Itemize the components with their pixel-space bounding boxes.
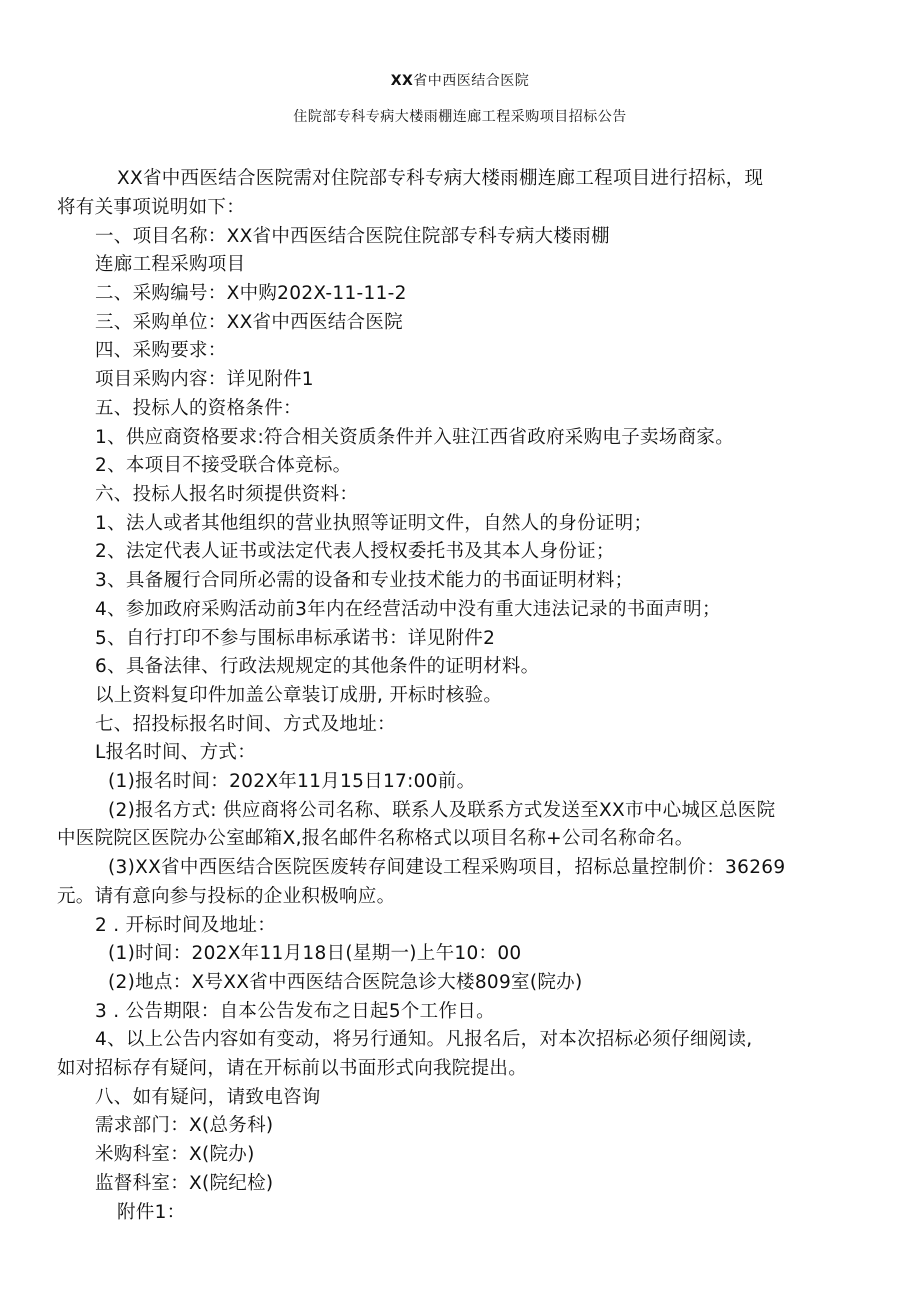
section-7-item-3-line-1: (3)XX省中西医结合医院医废转存间建设工程采购项目，招标总量控制价：36269	[108, 857, 786, 878]
section-5-item-1: 1、供应商资格要求:符合相关资质条件并入驻江西省政府采购电子卖场商家。	[95, 427, 735, 448]
section-7-sub-2: 2 . 开标时间及地址：	[95, 915, 277, 936]
section-5-item-2: 2、本项目不接受联合体竞标。	[95, 455, 352, 476]
section-7-sub-2-item-1: (1)时间：202X年11月18日(星期一)上午10：00	[108, 943, 522, 964]
section-6-item-6: 6、具备法律、行政法规规定的其他条件的证明材料。	[95, 656, 540, 677]
section-2: 二、采购编号：X中购202X-11-11-2	[95, 283, 407, 304]
section-6: 六、投标人报名时须提供资料：	[95, 484, 359, 505]
section-4: 四、采购要求：	[95, 340, 227, 361]
section-7-sub-3: 3 . 公告期限：自本公告发布之日起5个工作日。	[95, 1001, 495, 1022]
title-line-2: 住院部专科专病大楼雨棚连廊工程采购项目招标公告	[293, 109, 627, 125]
title-hospital: 省中西医结合医院	[413, 73, 530, 89]
section-5: 五、投标人的资格条件：	[95, 398, 302, 419]
section-6-item-1: 1、法人或者其他组织的营业执照等证明文件，自然人的身份证明；	[95, 513, 653, 534]
section-7-sub-4-line-2: 如对招标存有疑问，请在开标前以书面形式向我院提出。	[57, 1058, 528, 1079]
section-3: 三、采购单位：XX省中西医结合医院	[95, 312, 403, 333]
section-7-item-1: (1)报名时间：202X年11月15日17:00前。	[108, 771, 476, 792]
section-6-item-2: 2、法定代表人证书或法定代表人授权委托书及其本人身份证；	[95, 541, 615, 562]
section-4-content: 项目采购内容：详见附件1	[95, 369, 314, 390]
section-7-sub-1: L报名时间、方式：	[95, 742, 257, 763]
section-7-item-2-line-1: (2)报名方式: 供应商将公司名称、联系人及联系方式发送至XX市中心城区总医院	[108, 800, 776, 821]
intro-line-2: 将有关事项说明如下：	[57, 197, 246, 218]
section-1-line-2: 连廊工程采购项目	[95, 254, 246, 275]
attachment-label: 附件1：	[117, 1202, 186, 1223]
contact-procurement: 米购科室：X(院办)	[95, 1144, 255, 1165]
section-6-note: 以上资料复印件加盖公章装订成册, 开标时核验。	[95, 685, 503, 706]
section-7-sub-4-line-1: 4、以上公告内容如有变动，将另行通知。凡报名后，对本次招标必须仔细阅读,	[95, 1029, 753, 1050]
section-6-item-3: 3、具备履行合同所必需的设备和专业技术能力的书面证明材料；	[95, 570, 634, 591]
contact-demand-dept: 需求部门：X(总务科)	[95, 1115, 274, 1136]
section-8: 八、如有疑问，请致电咨询	[95, 1087, 321, 1108]
contact-supervision: 监督科室：X(院纪检)	[95, 1173, 274, 1194]
section-1-line-1: 一、项目名称：XX省中西医结合医院住院部专科专病大楼雨棚	[95, 226, 610, 247]
title-xx: XX	[390, 73, 414, 89]
intro-line-1: XX省中西医结合医院需对住院部专科专病大楼雨棚连廊工程项目进行招标，现	[117, 168, 764, 189]
title-line-1	[0, 70, 920, 90]
section-6-item-4: 4、参加政府采购活动前3年内在经营活动中没有重大违法记录的书面声明；	[95, 599, 721, 620]
section-7-sub-2-item-2: (2)地点：X号XX省中西医结合医院急诊大楼809室(院办)	[108, 972, 583, 993]
section-6-item-5: 5、自行打印不参与围标串标承诺书：详见附件2	[95, 628, 496, 649]
section-7: 七、招投标报名时间、方式及地址：	[95, 714, 396, 735]
section-7-item-3-line-2: 元。请有意向参与投标的企业积极响应。	[57, 886, 396, 907]
section-7-item-2-line-2: 中医院院区医院办公室邮箱X,报名邮件名称格式以项目名称+公司名称命名。	[57, 828, 694, 849]
